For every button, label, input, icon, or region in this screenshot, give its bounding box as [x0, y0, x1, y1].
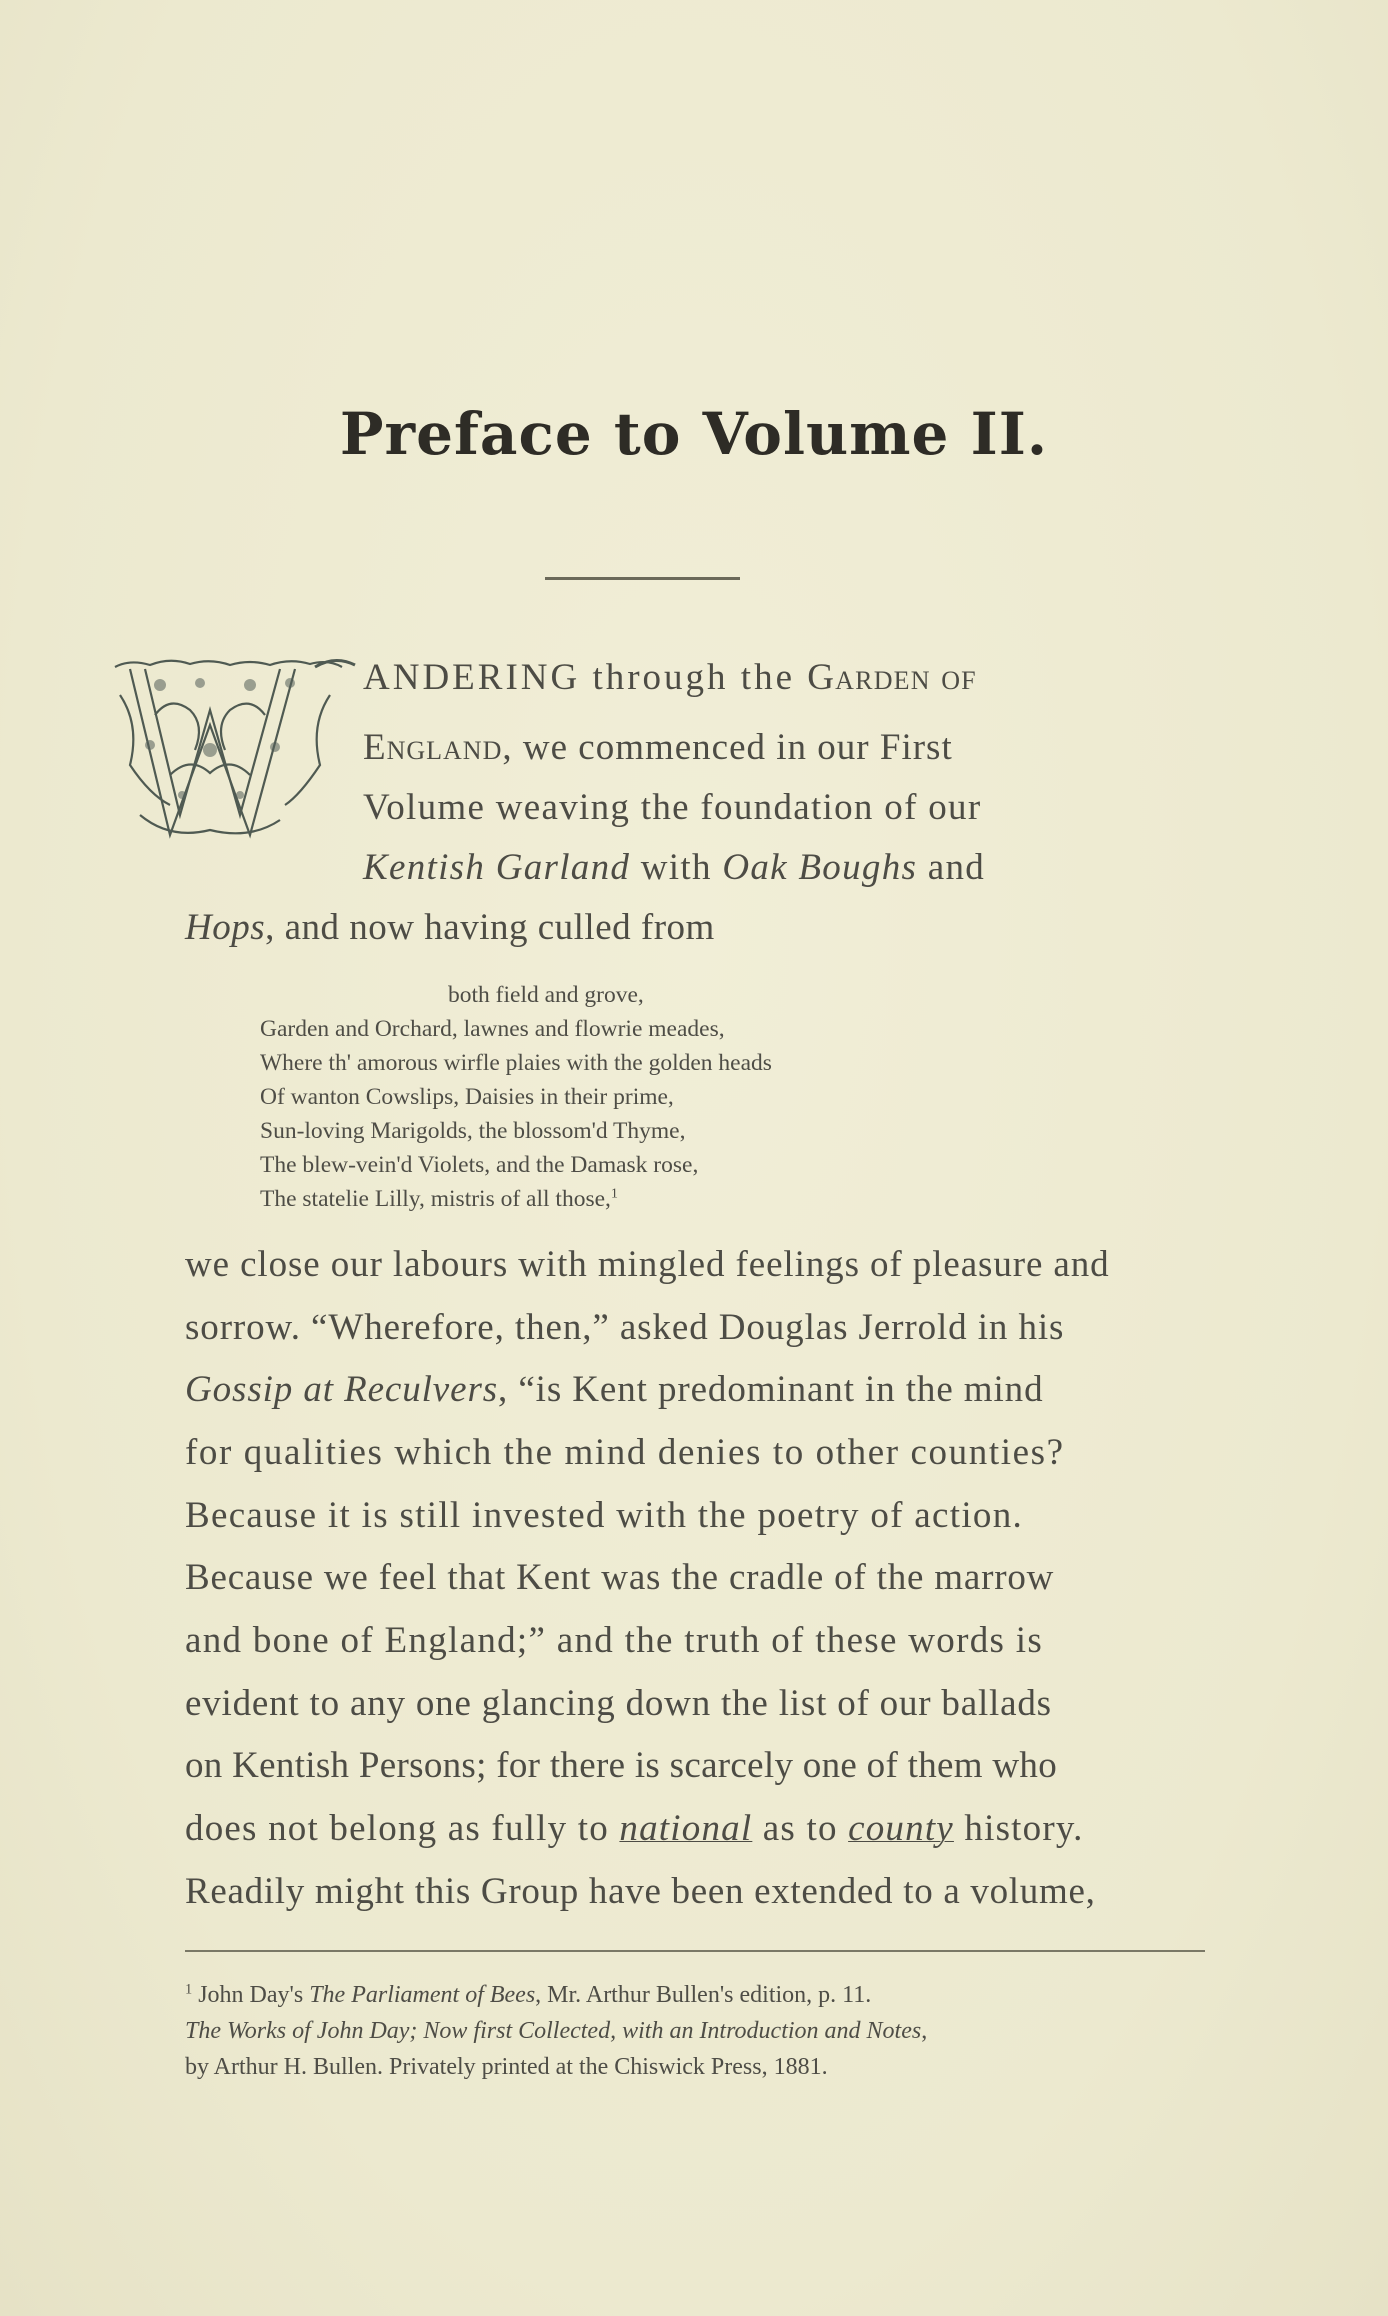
- footnote-line-1-italic: The Parliament of Bees: [309, 1982, 536, 2008]
- verse-line-7: [260, 1186, 618, 1213]
- body-line-8: evident to any one glancing down the list of our ballads: [185, 1683, 1052, 1724]
- body-line-3-text: , “is Kent predominant in the mind: [498, 1369, 1044, 1410]
- body-line-9: on Kentish Persons; for there is scarcely one of them who: [185, 1745, 1058, 1786]
- body-line-5: Because it is still invested with the poetry of action.: [185, 1495, 1024, 1536]
- footnote-line-2: [185, 2018, 927, 2045]
- opening-line-4-italic-a: Kentish Garland: [363, 847, 631, 888]
- opening-line-2-text: , we commenced in our First: [502, 727, 953, 768]
- opening-line-1: [363, 656, 977, 699]
- body-line-10: [185, 1807, 1084, 1850]
- verse-line-7-text: The statelie Lilly, mistris of all those,: [260, 1186, 611, 1212]
- body-line-7: and bone of England;” and the truth of these words is: [185, 1620, 1044, 1661]
- opening-line-5: [185, 906, 715, 949]
- body-line-3-italic: Gossip at Reculvers: [185, 1369, 499, 1410]
- verse-line-3: Where th' amorous wirfle plaies with the golden heads: [260, 1050, 772, 1076]
- footnote-divider: [185, 1950, 1205, 1952]
- footnote-line-2-text-c: ,: [921, 2018, 928, 2044]
- footnote-line-1-text-c: , Mr. Arthur Bullen's edition, p. 11.: [535, 1982, 872, 2008]
- title-divider: [545, 577, 740, 580]
- body-line-10-text-a: does not belong as fully to: [185, 1808, 620, 1849]
- opening-line-2-smallcaps: England: [363, 727, 503, 768]
- opening-line-2: [363, 726, 953, 769]
- body-line-10-text-c: as to: [752, 1808, 849, 1849]
- opening-line-1-text: ANDERING through the: [363, 657, 808, 698]
- footnote-line-2-italic-b: , with an Introduction and Notes: [610, 2018, 922, 2044]
- opening-line-4-italic-c: Oak Boughs: [722, 847, 918, 888]
- decorated-initial-w-icon: [110, 655, 360, 855]
- body-line-1: we close our labours with mingled feelings of pleasure and: [185, 1244, 1110, 1285]
- opening-line-4: [363, 846, 985, 889]
- footnote-reference-mark[interactable]: 1: [610, 1185, 618, 1202]
- footnote-line-2-italic-a: The Works of John Day; Now first Collected: [185, 2018, 611, 2044]
- body-line-3: [185, 1368, 1043, 1411]
- body-line-2: sorrow. “Wherefore, then,” asked Douglas Jerrold in his: [185, 1307, 1065, 1348]
- verse-line-5: Sun-loving Marigolds, the blossom'd Thyme,: [260, 1118, 686, 1144]
- footnote-line-1: [185, 1982, 871, 2009]
- body-line-10-text-e: history.: [953, 1808, 1084, 1849]
- opening-line-4-text-b: with: [630, 847, 723, 888]
- footnote-line-1-text-a: John Day's: [192, 1982, 310, 2008]
- opening-line-3: Volume weaving the foundation of our: [363, 787, 982, 828]
- opening-line-5-text: , and now having culled from: [265, 907, 715, 948]
- body-line-4: for qualities which the mind denies to other counties?: [185, 1432, 1065, 1473]
- verse-line-4: Of wanton Cowslips, Daisies in their prime,: [260, 1084, 674, 1110]
- footnote-mark: 1: [185, 1981, 193, 1998]
- verse-line-1: both field and grove,: [448, 982, 644, 1008]
- opening-line-1-smallcaps: Garden of: [807, 657, 977, 698]
- body-line-10-italic-d: county: [848, 1808, 954, 1849]
- footnote-line-3: by Arthur H. Bullen. Privately printed at the Chiswick Press, 1881.: [185, 2054, 828, 2080]
- body-line-11: Readily might this Group have been extended to a volume,: [185, 1871, 1096, 1912]
- body-line-6: Because we feel that Kent was the cradle of the marrow: [185, 1557, 1055, 1598]
- opening-line-5-italic: Hops: [185, 907, 266, 948]
- body-line-10-italic-b: national: [619, 1808, 753, 1849]
- verse-line-2: Garden and Orchard, lawnes and flowrie meades,: [260, 1016, 725, 1042]
- page-title: Preface to Volume II.: [339, 400, 1049, 468]
- opening-line-4-text-d: and: [917, 847, 986, 888]
- verse-line-6: The blew-vein'd Violets, and the Damask rose,: [260, 1152, 699, 1178]
